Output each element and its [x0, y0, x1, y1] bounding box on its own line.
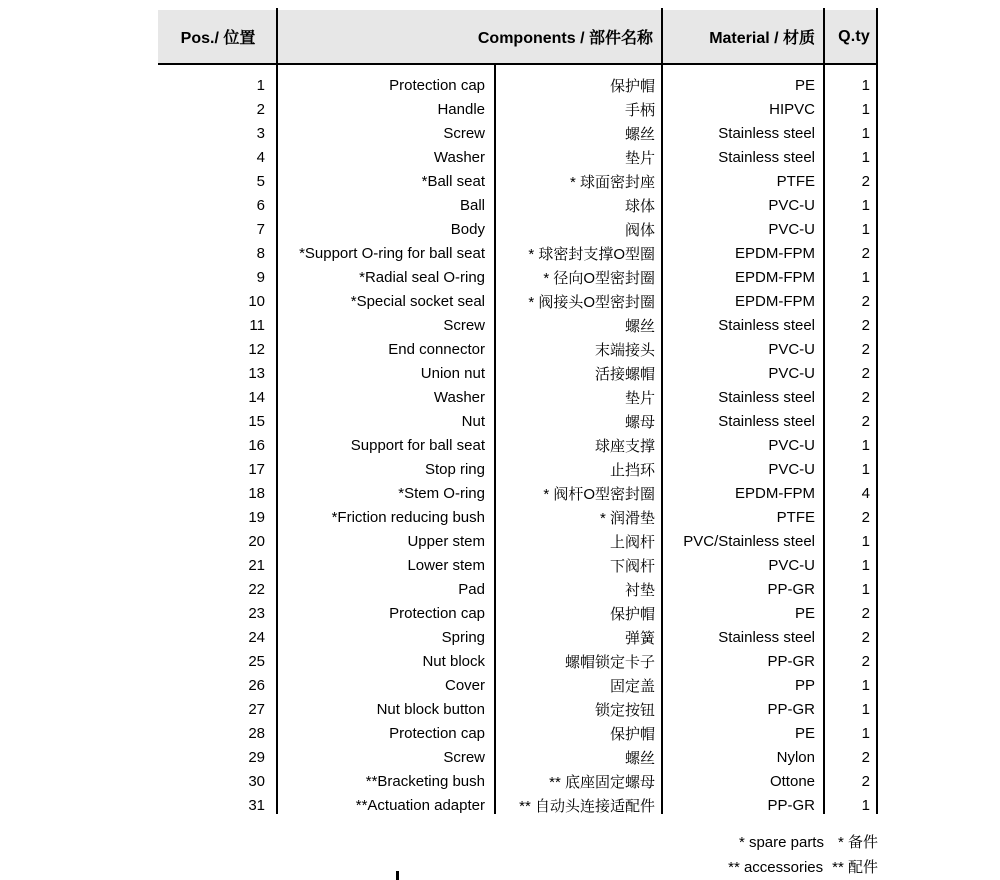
material-cell: PP-GR: [767, 580, 815, 598]
material-cell: Stainless steel: [718, 316, 815, 334]
qty-cell: 2: [861, 652, 870, 670]
pos-cell: 15: [248, 412, 265, 430]
material-cell: PP-GR: [767, 652, 815, 670]
table-row: [158, 241, 878, 265]
component-en-cell: End connector: [388, 340, 485, 358]
pos-cell: 16: [248, 436, 265, 454]
pos-cell: 26: [248, 676, 265, 694]
component-en-cell: Washer: [433, 148, 485, 166]
qty-cell: 1: [861, 76, 870, 94]
pos-cell: 23: [248, 604, 265, 622]
material-cell: PVC-U: [768, 436, 815, 454]
component-en-cell: Spring: [441, 628, 485, 646]
footnote-accessories-zh: ** 配件: [832, 859, 878, 876]
pos-cell: 22: [248, 580, 265, 598]
component-zh-cell: 保护帽: [609, 605, 655, 623]
divider-components-material: [661, 8, 663, 814]
component-zh-cell: * 球密封支撑O型圈: [528, 245, 655, 263]
table-row: [158, 145, 878, 169]
material-cell: EPDM-FPM: [735, 292, 815, 310]
footnote-accessories: [728, 856, 878, 880]
table-row: [158, 73, 878, 97]
material-cell: PE: [794, 76, 815, 94]
pos-cell: 10: [248, 292, 265, 310]
footnote-spare-parts-zh: * 备件: [837, 834, 878, 851]
component-zh-cell: ** 自动头连接适配件: [519, 797, 655, 815]
material-cell: PVC-U: [768, 196, 815, 214]
component-en-cell: Screw: [443, 748, 485, 766]
pos-cell: 6: [256, 196, 265, 214]
qty-cell: 4: [861, 484, 870, 502]
header-material: Material / 材质: [709, 30, 815, 47]
pos-cell: 28: [248, 724, 265, 742]
component-zh-cell: 螺帽锁定卡子: [564, 653, 655, 671]
component-zh-cell: * 球面密封座: [569, 173, 655, 191]
qty-cell: 2: [861, 412, 870, 430]
component-en-cell: Handle: [437, 100, 485, 118]
component-zh-cell: 保护帽: [609, 725, 655, 743]
qty-cell: 1: [861, 124, 870, 142]
component-zh-cell: 上阀杆: [609, 533, 655, 551]
table-row: [158, 673, 878, 697]
component-en-cell: **Actuation adapter: [355, 796, 485, 814]
qty-cell: 2: [861, 316, 870, 334]
table-row: [158, 385, 878, 409]
component-zh-cell: 锁定按钮: [594, 701, 655, 719]
pos-cell: 3: [256, 124, 265, 142]
component-en-cell: Nut block button: [376, 700, 485, 718]
material-cell: PTFE: [776, 508, 815, 526]
component-en-cell: Stop ring: [424, 460, 485, 478]
table-row: [158, 481, 878, 505]
material-cell: EPDM-FPM: [735, 484, 815, 502]
material-cell: PVC-U: [768, 364, 815, 382]
material-cell: PVC-U: [768, 460, 815, 478]
material-cell: PVC-U: [768, 556, 815, 574]
qty-cell: 1: [861, 100, 870, 118]
material-cell: Stainless steel: [718, 388, 815, 406]
component-en-cell: Nut block: [422, 652, 485, 670]
component-zh-cell: * 阀杆O型密封圈: [543, 485, 655, 503]
component-en-cell: **Bracketing bush: [365, 772, 485, 790]
table-row: [158, 169, 878, 193]
pos-cell: 14: [248, 388, 265, 406]
qty-cell: 2: [861, 604, 870, 622]
qty-cell: 1: [861, 676, 870, 694]
parts-table: [158, 10, 878, 817]
table-row: [158, 97, 878, 121]
qty-cell: 1: [861, 556, 870, 574]
table-row: [158, 337, 878, 361]
component-zh-cell: 衬垫: [624, 581, 655, 599]
component-zh-cell: 球体: [624, 197, 655, 215]
qty-cell: 2: [861, 508, 870, 526]
header-components: Components / 部件名称: [477, 30, 653, 47]
component-en-cell: Lower stem: [407, 556, 485, 574]
qty-cell: 1: [861, 220, 870, 238]
qty-cell: 2: [861, 364, 870, 382]
component-en-cell: *Support O-ring for ball seat: [299, 244, 485, 262]
component-en-cell: Screw: [443, 316, 485, 334]
header-qty: Q.ty: [838, 27, 870, 45]
component-zh-cell: 阀体: [624, 221, 655, 239]
table-row: [158, 457, 878, 481]
qty-cell: 2: [861, 172, 870, 190]
table-row: [158, 409, 878, 433]
material-cell: Stainless steel: [718, 628, 815, 646]
material-cell: Stainless steel: [718, 148, 815, 166]
table-row: [158, 649, 878, 673]
material-cell: PVC-U: [768, 220, 815, 238]
table-row: [158, 793, 878, 817]
material-cell: HIPVC: [769, 100, 815, 118]
qty-cell: 1: [861, 196, 870, 214]
pos-cell: 31: [248, 796, 265, 814]
component-en-cell: Washer: [433, 388, 485, 406]
component-zh-cell: 垫片: [624, 389, 655, 407]
component-en-cell: Support for ball seat: [350, 436, 485, 454]
pos-cell: 7: [256, 220, 265, 238]
table-row: [158, 361, 878, 385]
pos-cell: 17: [248, 460, 265, 478]
table-row: [158, 265, 878, 289]
table-row: [158, 721, 878, 745]
qty-cell: 1: [861, 460, 870, 478]
component-zh-cell: * 阀接头O型密封圈: [528, 293, 655, 311]
component-en-cell: Protection cap: [389, 76, 485, 94]
qty-cell: 1: [861, 268, 870, 286]
footnote-accessories-en: ** accessories: [728, 859, 824, 876]
material-cell: PE: [794, 724, 815, 742]
qty-cell: 1: [861, 580, 870, 598]
material-cell: PTFE: [776, 172, 815, 190]
component-zh-cell: 固定盖: [609, 677, 655, 695]
qty-cell: 1: [861, 436, 870, 454]
material-cell: PP-GR: [767, 796, 815, 814]
qty-cell: 1: [861, 532, 870, 550]
component-en-cell: Union nut: [420, 364, 485, 382]
divider-material-qty: [823, 8, 825, 814]
qty-cell: 2: [861, 388, 870, 406]
qty-cell: 2: [861, 340, 870, 358]
footnote-spare-parts: [728, 831, 878, 856]
pos-cell: 18: [248, 484, 265, 502]
component-en-cell: Cover: [444, 676, 485, 694]
pos-cell: 24: [248, 628, 265, 646]
table-row: [158, 529, 878, 553]
pos-cell: 25: [248, 652, 265, 670]
pos-cell: 30: [248, 772, 265, 790]
component-en-cell: *Stem O-ring: [398, 484, 485, 502]
header-pos: Pos./ 位置: [180, 30, 256, 47]
material-cell: Ottone: [769, 772, 815, 790]
component-en-cell: Protection cap: [389, 724, 485, 742]
table-header-row: [158, 10, 878, 65]
component-zh-cell: * 径向O型密封圈: [543, 269, 655, 287]
pos-cell: 4: [256, 148, 265, 166]
pos-cell: 12: [248, 340, 265, 358]
footnotes: [728, 831, 878, 880]
pos-cell: 2: [256, 100, 265, 118]
table-row: [158, 577, 878, 601]
material-cell: PE: [794, 604, 815, 622]
qty-cell: 1: [861, 724, 870, 742]
qty-cell: 1: [861, 700, 870, 718]
table-row: [158, 745, 878, 769]
qty-cell: 1: [861, 148, 870, 166]
component-zh-cell: 活接螺帽: [594, 365, 655, 383]
table-body: [158, 65, 878, 817]
component-zh-cell: 保护帽: [609, 77, 655, 95]
table-row: [158, 601, 878, 625]
material-cell: PVC-U: [768, 340, 815, 358]
pos-cell: 9: [256, 268, 265, 286]
footnote-spare-parts-en: * spare parts: [738, 834, 824, 851]
table-row: [158, 433, 878, 457]
material-cell: EPDM-FPM: [735, 268, 815, 286]
component-zh-cell: 弹簧: [624, 629, 655, 647]
component-en-cell: Upper stem: [407, 532, 485, 550]
pos-cell: 1: [256, 76, 265, 94]
pos-cell: 29: [248, 748, 265, 766]
pos-cell: 19: [248, 508, 265, 526]
component-en-cell: Body: [450, 220, 485, 238]
component-en-cell: Nut: [461, 412, 485, 430]
qty-cell: 1: [861, 796, 870, 814]
component-zh-cell: ** 底座固定螺母: [549, 773, 655, 791]
component-zh-cell: 螺母: [624, 413, 655, 431]
pos-cell: 11: [249, 316, 265, 334]
component-zh-cell: 末端接头: [594, 341, 655, 359]
table-row: [158, 625, 878, 649]
qty-cell: 2: [861, 628, 870, 646]
component-en-cell: Pad: [458, 580, 485, 598]
table-row: [158, 505, 878, 529]
component-en-cell: *Special socket seal: [350, 292, 485, 310]
qty-cell: 2: [861, 748, 870, 766]
table-row: [158, 553, 878, 577]
figure-fragment-tick: [396, 871, 399, 880]
component-zh-cell: 螺丝: [624, 125, 655, 143]
pos-cell: 27: [248, 700, 265, 718]
qty-cell: 2: [861, 772, 870, 790]
table-row: [158, 121, 878, 145]
component-zh-cell: 手柄: [624, 101, 655, 119]
pos-cell: 20: [248, 532, 265, 550]
material-cell: PP: [794, 676, 815, 694]
table-row: [158, 193, 878, 217]
pos-cell: 5: [256, 172, 265, 190]
pos-cell: 21: [248, 556, 265, 574]
table-row: [158, 289, 878, 313]
qty-cell: 2: [861, 292, 870, 310]
table-row: [158, 217, 878, 241]
component-en-cell: *Ball seat: [421, 172, 485, 190]
component-zh-cell: 螺丝: [624, 749, 655, 767]
component-zh-cell: * 润滑垫: [599, 509, 655, 527]
material-cell: PVC/Stainless steel: [683, 532, 815, 550]
table-row: [158, 769, 878, 793]
component-en-cell: Screw: [443, 124, 485, 142]
pos-cell: 13: [248, 364, 265, 382]
material-cell: Stainless steel: [718, 412, 815, 430]
divider-component-languages: [494, 65, 496, 814]
material-cell: Nylon: [776, 748, 815, 766]
table-row: [158, 697, 878, 721]
component-en-cell: *Radial seal O-ring: [359, 268, 485, 286]
component-en-cell: Ball: [459, 196, 485, 214]
material-cell: PP-GR: [767, 700, 815, 718]
component-en-cell: Protection cap: [389, 604, 485, 622]
component-zh-cell: 垫片: [624, 149, 655, 167]
divider-pos-components: [276, 8, 278, 814]
component-zh-cell: 止挡环: [609, 461, 655, 479]
pos-cell: 8: [256, 244, 265, 262]
material-cell: Stainless steel: [718, 124, 815, 142]
component-zh-cell: 螺丝: [624, 317, 655, 335]
qty-cell: 2: [861, 244, 870, 262]
table-row: [158, 313, 878, 337]
component-zh-cell: 下阀杆: [609, 557, 655, 575]
table-right-border: [876, 8, 878, 814]
component-zh-cell: 球座支撑: [594, 437, 655, 455]
material-cell: EPDM-FPM: [735, 244, 815, 262]
component-en-cell: *Friction reducing bush: [331, 508, 485, 526]
